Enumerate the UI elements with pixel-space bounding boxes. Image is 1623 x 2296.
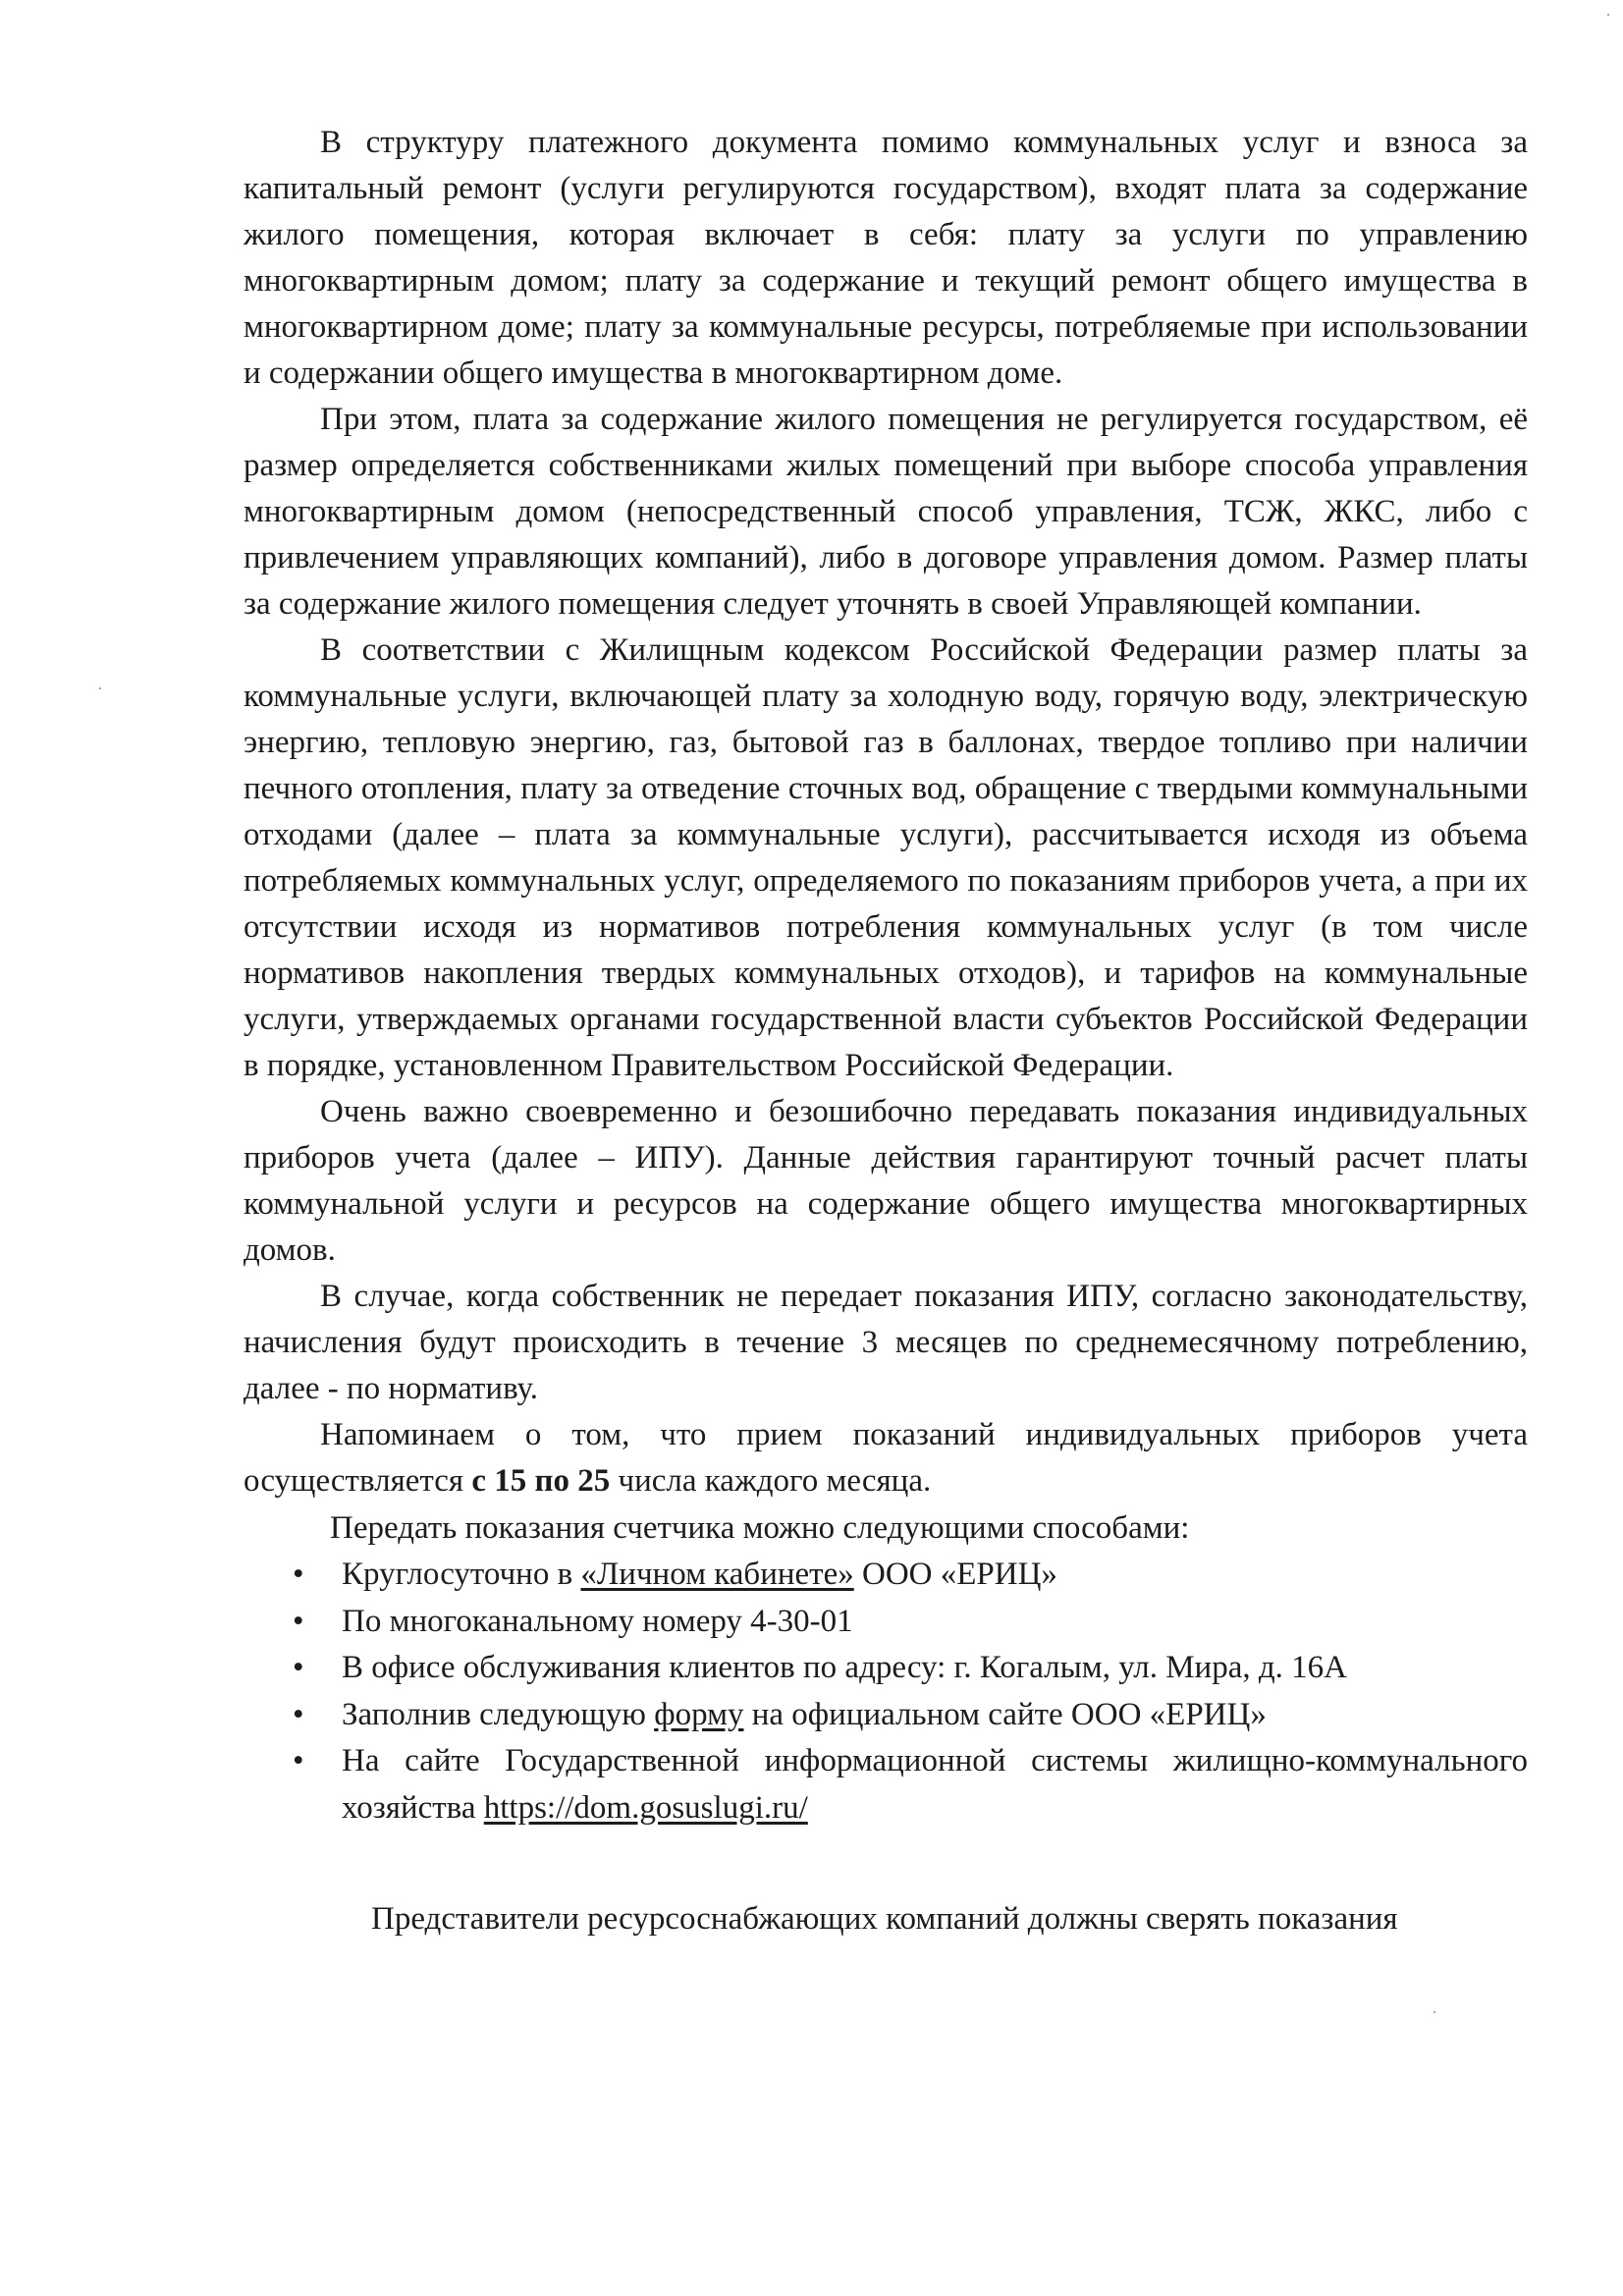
scan-speck [1607,14,1609,16]
paragraph-meter-importance: Очень важно своевременно и безошибочно передавать показания индивидуальных приборов учета (далее – ИПУ). Данные действия гарантируют точный расчет платы коммунальной услуги и ресурсов на содержание общего имущества многоквартирных домов. [243,1094,1528,1268]
bullet-icon: • [293,1557,304,1592]
form-link[interactable]: форму [654,1696,744,1732]
personal-account-link[interactable]: «Личном кабинете» [580,1557,854,1592]
paragraph-final: Представители ресурсоснабжающих компаний должны сверять показания [371,1901,1398,1937]
method-personal-account [243,1552,1528,1599]
bullet-icon: • [293,1696,304,1732]
method-text: ООО «ЕРИЦ» [853,1557,1057,1592]
reminder-text-after: числа каждого месяца. [610,1463,932,1499]
bullet-icon: • [293,1650,304,1685]
method-office [243,1645,1528,1692]
method-phone [243,1599,1528,1646]
document-body [243,120,1528,1942]
paragraph-no-readings: В случае, когда собственник не передает показания ИПУ, согласно законодательству, начисления будут происходить в течение 3 месяцев по среднемесячному потреблению, далее - по нормативу. [243,1279,1528,1406]
method-text: Круглосуточно в [342,1557,581,1592]
reminder-text-before: Напоминаем о том, что прием показаний индивидуальных приборов учета осуществляется [243,1417,1528,1499]
method-text: Заполнив следующую [342,1696,655,1732]
paragraph-reminder [243,1412,1528,1504]
method-text: На сайте Государственной информационной системы жилищно-коммунального хозяйства [342,1743,1528,1826]
method-web-form [243,1692,1528,1739]
reminder-dates: с 15 по 25 [471,1463,611,1499]
bullet-icon: • [293,1603,304,1639]
method-text: В офисе обслуживания клиентов по адресу: г. Когалым, ул. Мира, д. 16А [342,1650,1347,1685]
methods-list [243,1552,1528,1831]
paragraph-housing-code: В соответствии с Жилищным кодексом Российской Федерации размер платы за коммунальные услуги, включающей плату за холодную воду, горячую воду, электрическую энергию, тепловую энергию, газ, бытовой газ в баллонах, твердое топливо при наличии печного отопления, плату за отведение сточных вод, обращение с твердыми коммунальными отходами (далее – плата за коммунальные услуги), рассчитывается исходя из объема потребляемых коммунальных услуг, определяемого по показаниям приборов учета, а при их отсутствии исходя из нормативов потребления коммунальных услуг (в том числе нормативов накопления твердых коммунальных отходов), и тарифов на коммунальные услуги, утверждаемых органами государственной власти субъектов Российской Федерации в порядке, установленном Правительством Российской Федерации. [243,632,1528,1083]
scan-speck [1434,2011,1435,2013]
paragraph-maintenance-fee: При этом, плата за содержание жилого помещения не регулируется государством, её размер определяется собственниками жилых помещений при выборе способа управления многоквартирным домом (непосредственный способ управления, ТСЖ, ЖКС, либо с привлечением управляющих компаний), либо в договоре управления домом. Размер платы за содержание жилого помещения следует уточнять в своей Управляющей компании. [243,402,1528,622]
bullet-icon: • [293,1743,304,1778]
method-text: на официальном сайте ООО «ЕРИЦ» [743,1696,1267,1732]
paragraph-payment-structure: В структуру платежного документа помимо коммунальных услуг и взноса за капитальный ремонт (услуги регулируются государством), входят плата за содержание жилого помещения, которая включает в себя: плату за услуги по управлению многоквартирным домом; плату за содержание и текущий ремонт общего имущества в многоквартирном доме; плату за коммунальные ресурсы, потребляемые при использовании и содержании общего имущества в многоквартирном доме. [243,125,1528,391]
method-gis-zhkh [243,1738,1528,1831]
gosuslugi-link[interactable]: https://dom.gosuslugi.ru/ [483,1789,808,1826]
scan-speck [99,687,101,689]
method-text: По многоканальному номеру 4-30-01 [342,1603,853,1639]
methods-intro: Передать показания счетчика можно следующими способами: [330,1510,1190,1546]
